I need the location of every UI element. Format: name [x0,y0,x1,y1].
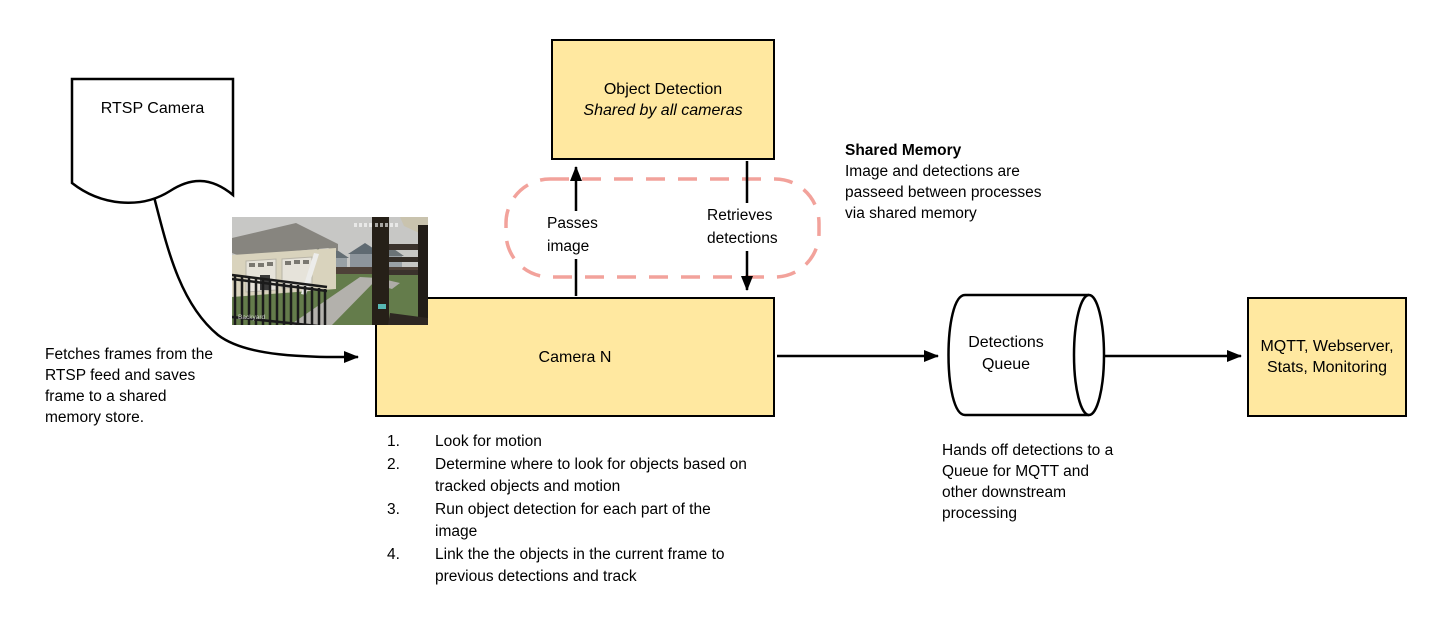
photo-timestamp-overlay [354,223,398,227]
outputs-node [1247,297,1407,417]
camera-step: Link the the objects in the current frame to previous detections and track [435,545,725,585]
camera-step: Determine where to look for objects based on tracked objects and motion [435,455,747,495]
shared-memory-note-body: Image and detections are passeed between processes via shared memory [845,163,1042,222]
shared-memory-note [845,140,1049,224]
camera-step: Look for motion [435,433,542,450]
queue-handoff-note: Hands off detections to a Queue for MQTT and other downstream processing [942,442,1114,522]
retrieves-detections-label: Retrieves detections [705,203,793,251]
outputs-label: MQTT, Webserver, Stats, Monitoring [1260,338,1394,376]
object-detection-node [551,39,775,160]
object-detection-title: Object Detection [603,80,723,98]
camera-n-node [375,297,775,417]
camera-steps-list [385,431,757,589]
camera-snapshot [232,217,428,325]
detections-queue-label: Detections Queue [968,334,1044,373]
shared-memory-note-title: Shared Memory [845,142,962,159]
passes-image-label: Passes image [545,211,611,259]
object-detection-subtitle: Shared by all cameras [583,101,743,119]
camera-n-label: Camera N [538,348,612,366]
rtsp-camera-node [70,75,240,210]
rtsp-camera-label: RTSP Camera [100,100,205,117]
camera-step: Run object detection for each part of the image [435,500,711,540]
photo-watermark: Backyard [238,314,266,321]
fetch-note: Fetches frames from the RTSP feed and saves frame to a shared memory store. [45,346,213,426]
